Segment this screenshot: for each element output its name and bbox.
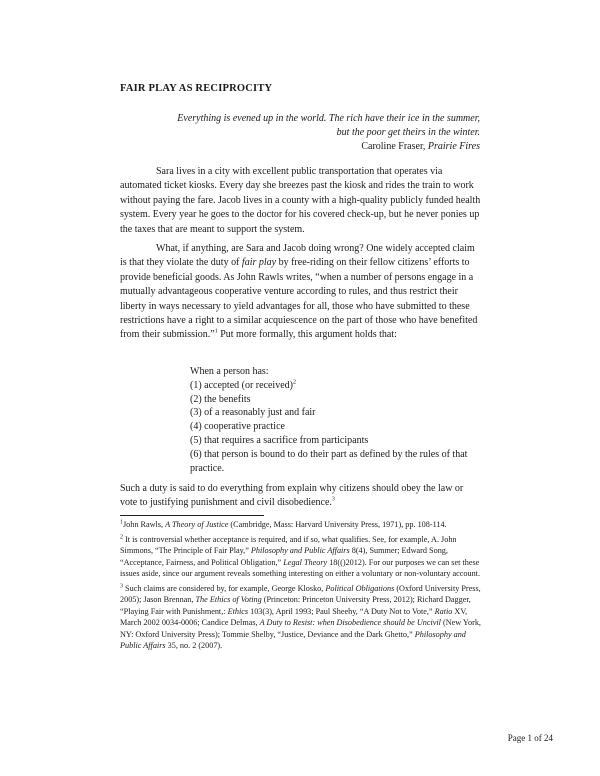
epigraph-line-1: Everything is evened up in the world. The rich have their ice in the summer, <box>177 113 480 124</box>
footnote-2-mark: 2 <box>120 533 123 540</box>
footnote-3-text-f: (New York, NY: Oxford University Press); Tommie Shelby, “Justice, Deviance and the Dark Ghetto,” <box>120 618 481 639</box>
paragraph-2-text-c: Put more formally, this argument holds that: <box>217 329 397 341</box>
epigraph-work: Prairie Fires <box>427 141 480 152</box>
footnote-3-mark: 3 <box>120 582 123 589</box>
footnote-2-journal-1: Philosophy and Public Affairs <box>250 546 350 555</box>
argument-intro: When a person has: <box>190 366 269 377</box>
paragraph-3 <box>120 482 482 511</box>
footnote-3-journal-3: Philosophy and Public Affairs <box>120 629 466 650</box>
argument-step-6: (6) that person is bound to do their part as defined by the rules of that practice. <box>190 448 468 474</box>
footnote-3-text-d: 103(3), April 1993; Paul Sheehy, “A Duty Not to Vote,” <box>248 606 435 616</box>
paragraph-2-text-a: What, if anything, are Sara and Jacob doing wrong? One widely accepted claim is that they violate the duty of <box>120 243 475 269</box>
footnote-1-text-b: (Cambridge, Mass: Harvard University Press, 1971), pp. 108-114. <box>228 520 447 529</box>
footnote-3 <box>120 583 485 652</box>
argument-step-5: (5) that requires a sacrifice from participants <box>190 434 369 446</box>
paragraph-3-text: Such a duty is said to do everything from explain why citizens should obey the law or vote to justifying punishment and civil disobedience. <box>120 483 464 509</box>
paragraph-1-text: Sara lives in a city with excellent public transportation that operates via automated ticket kiosks. Every day she breezes past the kiosk and rides the train to work without paying the fare. Jacob lives in a county with a high-quality publicly funded health system. Every year he goes to the doctor for his covered check-up, but he never ponies up the taxes that are meant to support the system. <box>120 166 481 235</box>
paragraph-2-emphasis: fair play <box>241 257 277 269</box>
footnote-2 <box>120 534 485 580</box>
footnote-1 <box>120 519 485 531</box>
footnote-3-journal-2: Ratio <box>434 606 453 616</box>
footnote-3-journal-1: Ethics <box>227 606 249 616</box>
page-number: Page 1 of 24 <box>507 733 553 743</box>
footnote-ref-1[interactable]: 1 <box>214 329 218 336</box>
footnote-3-title-3: A Duty to Resist: when Disobedience should be Uncivil <box>259 618 441 627</box>
footnote-1-mark: 1 <box>120 519 123 526</box>
footnote-2-text-a: It is controversial whether acceptance is required, and if so, what qualifies. See, for example, A. John Simmons, “The Principle of Fair Play,” <box>120 534 457 555</box>
article-title: FAIR PLAY AS RECIPROCITY <box>120 83 273 94</box>
epigraph-line-2: but the poor get theirs in the winter. <box>336 127 480 138</box>
footnote-1-title: A Theory of Justice <box>165 520 229 529</box>
argument-list <box>190 365 490 475</box>
footnote-3-title-1: Political Obligations <box>325 583 395 593</box>
footnote-divider <box>120 515 264 516</box>
argument-step-3: (3) of a reasonably just and fair <box>190 407 316 419</box>
epigraph-attribution <box>100 140 480 154</box>
paragraph-2 <box>120 242 482 343</box>
footnote-ref-3[interactable]: 3 <box>331 497 335 504</box>
footnote-3-text-e: XV, March 2002 0034-0006; Candice Delmas, <box>120 606 468 627</box>
footnote-3-text-g: 35, no. 2 (2007). <box>165 641 223 650</box>
footnote-2-journal-2: Legal Theory <box>283 557 328 567</box>
footnote-1-text-a: John Rawls, <box>123 520 166 529</box>
paragraph-1 <box>120 165 482 237</box>
footnote-2-text-b: 8(4), Summer; Edward Song, “Acceptance, Fairness, and Political Obligation,” <box>120 546 448 567</box>
footnote-3-text-b: (Oxford University Press, 2005); Jason Brennan, <box>120 583 481 604</box>
footnotes <box>120 519 485 655</box>
footnote-3-title-2: The Ethics of Voting <box>195 595 262 604</box>
argument-step-1-text: (1) accepted (or received) <box>190 379 293 391</box>
paragraph-2-text-b: by free-riding on their fellow citizens’ efforts to provide beneficial goods. As John Rawls writes, “when a number of persons engage in a mutually advantageous cooperative venture according to rules, and thus restrict their liberty in ways necessary to yield advantages for all, those who have submitted to these restrictions have a right to a similar acquiescence on the part of those who have benefited from their submission.” <box>120 257 478 341</box>
footnote-3-text-c: (Princeton: Princeton University Press, 2012); Richard Dagger, “Playing Fair with Punishment,: <box>120 595 471 616</box>
argument-step-4: (4) cooperative practice <box>190 421 285 433</box>
epigraph-author: Caroline Fraser, <box>361 141 428 152</box>
epigraph <box>100 112 480 154</box>
footnote-ref-2[interactable]: 2 <box>292 379 296 386</box>
argument-step-2: (2) the benefits <box>190 393 251 405</box>
argument-step-1 <box>190 379 490 393</box>
footnote-3-text-a: Such claims are considered by, for example, George Klosko, <box>123 583 326 593</box>
footnote-2-text-c: 18(()2012). For our purposes we can set these issues aside, since our argument reveals something interesting on either a voluntary or non-voluntary account. <box>120 557 481 578</box>
